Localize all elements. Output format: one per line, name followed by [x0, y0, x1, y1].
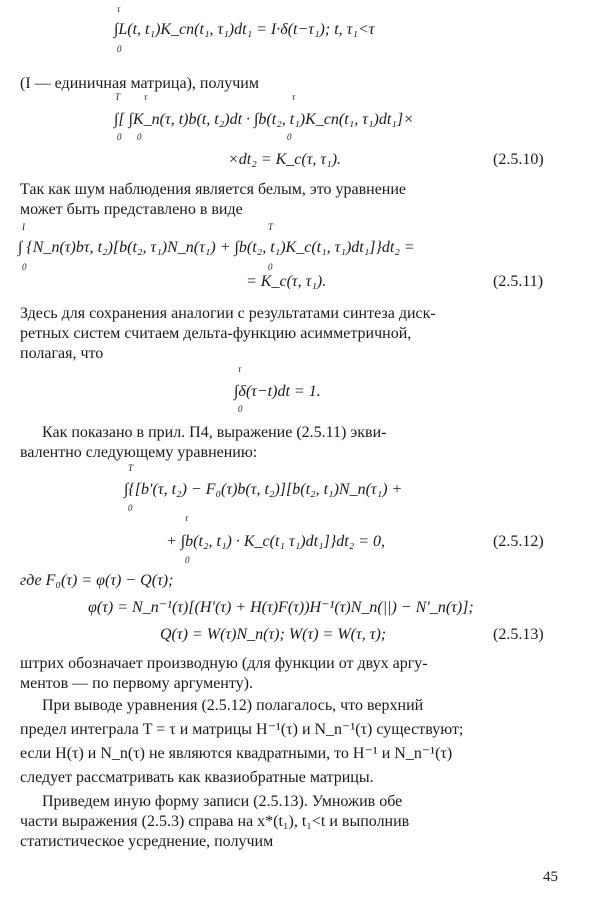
integral-upper-limit: T [268, 222, 274, 232]
text-line: При выводе уравнения (2.5.12) полагалось, что верхний [42, 697, 424, 714]
text-line: Как показано в прил. П4, выражение (2.5.11) экви- [42, 424, 387, 441]
integral-upper-limit: I [22, 222, 25, 232]
integral-lower-limit: 0 [185, 555, 190, 565]
text-line: может быть представлено в виде [20, 201, 243, 218]
text-line: статистическое усреднение, получим [20, 833, 274, 850]
text-line: предел интеграла T = τ и матрицы H⁻¹(τ) и N_n⁻¹(τ) существуют; [20, 721, 464, 738]
equation-2-5-10-line-1: ∫[ ∫K_n(τ, t)b(t, t₂)dt · ∫b(t₂, t₁)K_cn(t₁, τ₁)dt₁]× [114, 111, 414, 128]
equation-2-5-11-line-1: ∫ {N_n(τ)bτ, t₂)[b(t₂, τ₁)N_n(τ₁) + ∫b(t₂, t₁)K_c(t₁, τ₁)dt₁]}dt₂ = [18, 239, 415, 256]
equation-2-5-11-line-2: = K_c(τ, τ₁). [246, 273, 327, 290]
equation-2-5-12-line-2: + ∫b(t₂, t₁) · K_c(t₁ τ₁)dt₁]}dt₂ = 0, [166, 533, 386, 550]
page-number: 45 [543, 869, 558, 885]
equation-number: (2.5.13) [493, 626, 544, 643]
equation-2-5-12-line-1: ∫{[b′(τ, t₂) − F₀(τ)b(τ, t₂)][b(t₂, t₁)N_n(τ₁) + [124, 481, 403, 498]
text-line: Здесь для сохранения аналогии с результатами синтеза диск- [20, 305, 436, 322]
text-line: Приведем иную форму записи (2.5.13). Умножив обе [42, 793, 403, 810]
text-line: если H(τ) и N_n(τ) не являются квадратными, то H⁻¹ и N_n⁻¹(τ) [20, 745, 453, 762]
text-line: части выражения (2.5.3) справа на x*(t₁), t₁<t и выполнив [20, 813, 410, 830]
integral-lower-limit: 0 [287, 132, 292, 142]
equation-number: (2.5.12) [493, 533, 544, 550]
integral-lower-limit: 0 [117, 132, 122, 142]
integral-upper-limit: τ [238, 364, 242, 374]
integral-upper-limit: τ [292, 92, 296, 102]
text-line: ментов — по первому аргументу). [20, 675, 253, 692]
integral-upper-limit: τ [144, 92, 148, 102]
text-line: следует рассматривать как квазиобратные матрицы. [20, 769, 374, 786]
text-line: штрих обозначает производную (для функции от двух аргу- [20, 655, 428, 672]
equation-number: (2.5.10) [493, 151, 544, 168]
integral-lower-limit: 0 [268, 262, 273, 272]
integral-upper-limit: τ [185, 513, 189, 523]
text-line: Так как шум наблюдения является белым, это уравнение [20, 181, 407, 198]
equation-top: ∫L(t, t₁)K_cn(t₁, τ₁)dt₁ = I·δ(t−τ₁); t, τ₁<τ [114, 21, 375, 38]
integral-upper-limit: T [115, 92, 121, 102]
text-line: полагая, что [20, 345, 104, 362]
text-line: где F₀(τ) = φ(τ) − Q(τ); [20, 572, 174, 589]
equation-number: (2.5.11) [493, 273, 544, 290]
text-line: валентно следующему уравнению: [20, 444, 258, 461]
text-line: (I — единичная матрица), получим [20, 75, 259, 92]
integral-upper-limit: T [128, 463, 134, 473]
integral-lower-limit: 0 [137, 132, 142, 142]
integral-lower-limit: 0 [117, 44, 122, 54]
equation-2-5-10-line-2: ×dt₂ = K_c(τ, τ₁). [228, 151, 342, 168]
equation-2-5-13-line-2: Q(τ) = W(τ)N_n(τ); W(τ) = W(τ, τ); [160, 626, 387, 643]
text-line: ретных систем считаем дельта-функцию асимметричной, [20, 325, 412, 342]
integral-upper-limit: τ [117, 4, 121, 14]
equation-delta: ∫δ(τ−t)dt = 1. [234, 383, 321, 400]
integral-lower-limit: 0 [128, 503, 133, 513]
integral-lower-limit: 0 [238, 404, 243, 414]
equation-2-5-13-line-1: φ(τ) = N_n⁻¹(τ)[(H′(τ) + H(τ)F(τ))H⁻¹(τ)N_n(||) − N′_n(τ)]; [88, 599, 474, 616]
integral-lower-limit: 0 [22, 262, 27, 272]
